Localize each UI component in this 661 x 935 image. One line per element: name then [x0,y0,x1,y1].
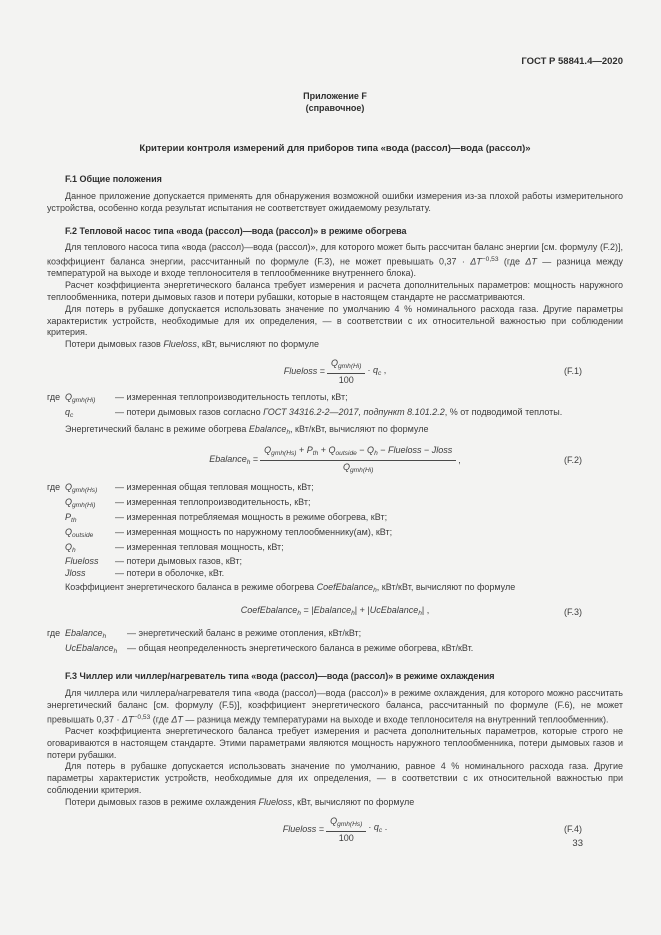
fraction: $\frac{Q_{gmh(Hs)} + P_{th} + Q_{outside} - Q_h - Flueloss - Jloss}{Q_{gmh(Hi)}}$ [260,445,456,476]
paragraph-f3-2: Расчет коэффициента энергетического баланса требует измерения и расчета дополнительных параметров, которые строго не оговариваются в настоящем стандарте. Этими параметрами являются мощность наружного теплообменника, потери дымовых газов и потери рубашки. [47,726,623,760]
formula-f3-expression: CoefEbalance$_h$ = |Ebalance$_h$| + |UcEbalance$_h$| , [240,605,430,618]
where-item: $q_c$ — потери дымовых газов согласно ГОСТ 34316.2-2—2017, подпункт 8.101.2.2, % от подводимой теплоты. [65,406,563,419]
where-item: $Q_h$ — измеренная тепловая мощность, кВт; [65,541,284,554]
fraction: $\frac{Q_{gmh(Hi)}}{100}$ [327,358,365,386]
paragraph-f2-3: Для потерь в рубашке допускается использовать значение по умолчанию 4 % номинального расхода газа. Другие параметры характеристик устройств, необходимые для их определения, — в соответствии с их относительной важностью при соблюдении критерия. [47,303,623,338]
formula-f1 [47,358,623,386]
formula-f4-expression: Flueloss = $\frac{Q_{gmh(Hs)}}{100}$ · $q_c$ . [282,815,388,843]
where-list-f3 [47,628,623,658]
paragraph-f2-6: Коэффициент энергетического баланса в режиме обогрева CoefEbalance$_h$, кВт/кВт, вычисляют по формуле [65,582,516,595]
where-item: где Ebalance$_h$ — энергетический баланс в режиме отопления, кВт/кВт; [47,627,362,640]
document-title: Критерии контроля измерений для приборов типа «вода (рассол)—вода (рассол)» [139,143,531,155]
where-item: Jloss — потери в оболочке, кВт. [65,568,225,579]
where-item: Flueloss — потери дымовых газов, кВт; [65,556,242,567]
paragraph-f2-2: Расчет коэффициента энергетического баланса требует измерения и расчета дополнительных параметров: мощность наружного теплообменника, потери дымовых газов и потери рубашки, которые в настоящем стандарте не рассматриваются. [47,280,623,303]
formula-f1-expression: Flueloss = $\frac{Q_{gmh(Hi)}}{100}$ · $q_c$ , [283,358,387,386]
page-number: 33 [572,838,583,849]
paragraph-f3-4: Потери дымовых газов в режиме охлаждения Flueloss, кВт, вычисляют по формуле [65,796,415,807]
formula-f1-number: (F.1) [564,366,582,377]
formula-f2 [47,445,623,476]
formula-f3-number: (F.3) [564,606,582,617]
where-item: $P_{th}$ — измеренная потребляемая мощность в режиме обогрева, кВт; [65,512,388,525]
formula-f4-number: (F.4) [564,823,582,834]
paragraph-f2-5: Энергетический баланс в режиме обогрева Ebalance$_h$, кВт/кВт, вычисляют по формуле [65,423,429,436]
where-item: UcEbalance$_h$ — общая неопределенность энергетического баланса в режиме обогрева, кВт/кВт. [65,642,474,655]
where-list-f1 [47,392,623,422]
page-content [47,56,623,850]
appendix-label: Приложение F [303,90,367,101]
formula-f4 [47,816,623,844]
formula-f2-number: (F.2) [564,455,582,466]
paragraph-f2-1: Для теплового насоса типа «вода (рассол)—вода (рассол)», для которого может быть рассчитан баланс энергии [см. формулу (F.2)], коэффициент баланса энергии, рассчитанный по формуле (F.3), не может превышать $0,37 \cdot \Delta T^{-0,53}$ (где ΔT — разница между температурой на выходе и входе теплоносителя в теплообменнике внутреннего блока). [47,242,623,279]
where-list-f2 [47,482,623,580]
paragraph-f3-3: Для потерь в рубашке допускается использовать значение по умолчанию, равное 4 % номинального расхода газа. Другие параметры характеристик устройств, необходимые для их определения, — в соответствии с их относительной важностью при соблюдении критерия. [47,761,623,796]
where-item: где $Q_{gmh(Hs)}$ — измеренная общая тепловая мощность, кВт; [47,482,314,495]
paragraph-f2-4: Потери дымовых газов Flueloss, кВт, вычисляют по формуле [65,339,320,350]
formula-f3 [47,604,623,622]
paragraph-f3-1: Для чиллера или чиллера/нагревателя типа «вода (рассол)—вода (рассол)» в режиме охлаждения, для которого можно рассчитать энергетический баланс [см. формулу (F.5)], коэффициент энергетического баланса, рассчитанный по формуле (F.6), не может превышать $0,37 \cdot \Delta T^{-0,53}$ (где ΔT — разница между температурами на выходе и входе теплоносителя на внутренний теплообменник). [47,688,623,725]
standard-reference: ГОСТ Р 58841.4—2020 [521,56,623,67]
where-item: $Q_{outside}$ — измеренная мощность по наружному теплообменнику(ам), кВт; [65,526,393,539]
formula-f2-expression: Ebalance$_h$ = $\frac{Q_{gmh(Hs)} + P_{th} + Q_{outside} - Q_h - Flueloss - Jloss}{Q_{gmh(Hi)}}$ , [209,445,461,475]
section-heading-f1: F.1 Общие положения [65,174,162,185]
section-heading-f3: F.3 Чиллер или чиллер/нагреватель типа «вода (рассол)—вода (рассол)» в режиме охлаждения [65,671,495,682]
section-heading-f2: F.2 Тепловой насос типа «вода (рассол)—вода (рассол)» в режиме обогрева [65,225,407,236]
where-item: $Q_{gmh(Hi)}$ — измеренная теплопроизводительность, кВт; [65,497,311,510]
fraction: $\frac{Q_{gmh(Hs)}}{100}$ [326,816,366,844]
paragraph-f1-1: Данное приложение допускается применять для обнаружения возможной ошибки измерения из-за плохой работы измерительного устройства, особенно когда результат испытания не соответствует ожидаемому результату. [47,190,623,213]
where-item: где $Q_{gmh(Hi)}$ — измеренная теплопроизводительность теплоты, кВт; [47,392,348,405]
appendix-type: (справочное) [305,102,365,113]
